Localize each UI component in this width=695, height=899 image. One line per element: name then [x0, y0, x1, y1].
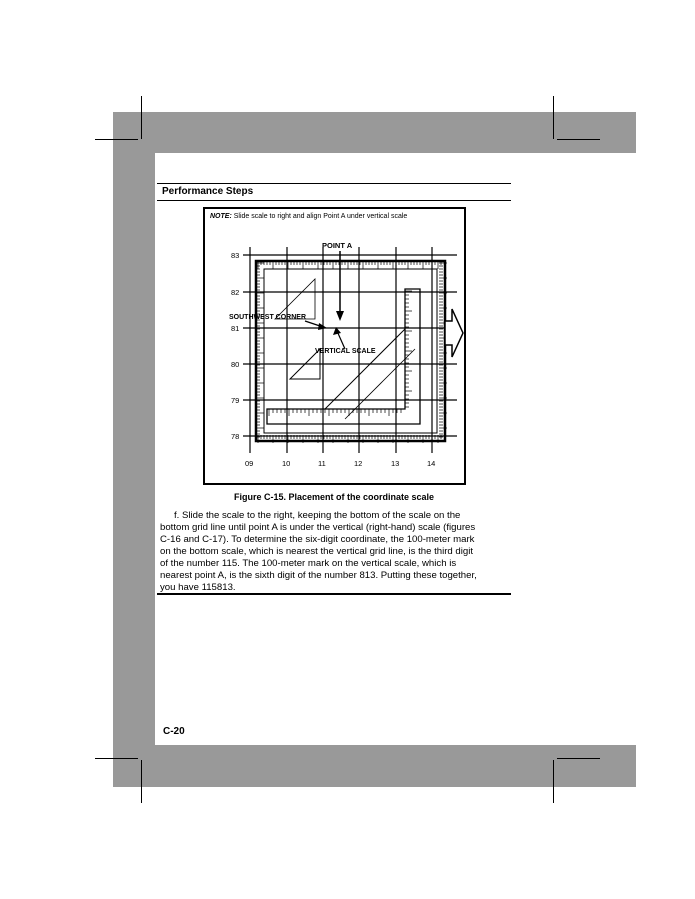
y-axis-label: 78	[231, 432, 240, 441]
body-paragraph	[160, 510, 510, 594]
figure-panel	[203, 207, 466, 485]
x-axis-label: 11	[318, 459, 326, 468]
paragraph-line: bottom grid line until point A is under the vertical (right-hand) scale (figures	[160, 522, 476, 533]
paragraph-line: nearest point A, is the sixth digit of the number 813. Putting these together,	[160, 570, 477, 581]
paragraph-line: you have 115813.	[160, 582, 236, 593]
southwest-corner-label: SOUTHWEST CORNER	[229, 314, 306, 321]
point-a-arrowhead	[336, 311, 344, 321]
slide-right-arrow	[445, 309, 463, 357]
crop-mark	[141, 96, 142, 139]
y-axis-label: 80	[231, 360, 240, 369]
paragraph-line: f. Slide the scale to the right, keeping the bottom of the scale on the	[174, 510, 461, 521]
x-axis-label: 14	[427, 459, 436, 468]
vertical-scale-label: VERTICAL SCALE	[315, 348, 376, 355]
x-axis-label: 10	[282, 459, 291, 468]
note-label: NOTE:	[210, 213, 232, 220]
y-axis-label: 83	[231, 251, 240, 260]
crop-mark	[557, 139, 600, 140]
x-axis-label: 09	[245, 459, 254, 468]
y-axis-label: 79	[231, 396, 240, 405]
paragraph-line: of the number 115. The 100-meter mark on the vertical scale, which is	[160, 558, 457, 569]
x-axis-label: 13	[391, 459, 400, 468]
point-a-label: POINT A	[322, 241, 353, 250]
paragraph-rule	[157, 593, 511, 595]
coordinate-scale-l	[267, 289, 420, 424]
paragraph-line: C-16 and C-17). To determine the six-digit coordinate, the 100-meter mark	[160, 534, 475, 545]
page-number: C-20	[163, 726, 185, 737]
coordinate-scale-figure	[205, 209, 464, 483]
crop-mark	[95, 139, 138, 140]
triangle-mark	[275, 279, 315, 319]
x-axis-label: 12	[354, 459, 363, 468]
crop-mark	[553, 96, 554, 139]
header-rule-bottom	[157, 200, 511, 201]
crop-mark	[553, 760, 554, 803]
section-title: Performance Steps	[162, 186, 254, 197]
y-axis-labels	[231, 251, 239, 441]
vertical-scale-arrow	[337, 331, 345, 349]
scale-diagonal	[325, 329, 405, 409]
paragraph-line: on the bottom scale, which is nearest the vertical grid line, is the third digit	[160, 546, 474, 557]
note-text: Slide scale to right and align Point A under vertical scale	[233, 213, 408, 220]
y-axis-label: 81	[231, 324, 240, 333]
crop-mark	[95, 758, 138, 759]
header-rule	[157, 183, 511, 184]
crop-mark	[557, 758, 600, 759]
crop-mark	[141, 760, 142, 803]
x-axis-labels	[245, 459, 435, 468]
figure-caption: Figure C-15. Placement of the coordinate scale	[233, 492, 435, 502]
y-axis-label: 82	[231, 288, 240, 297]
